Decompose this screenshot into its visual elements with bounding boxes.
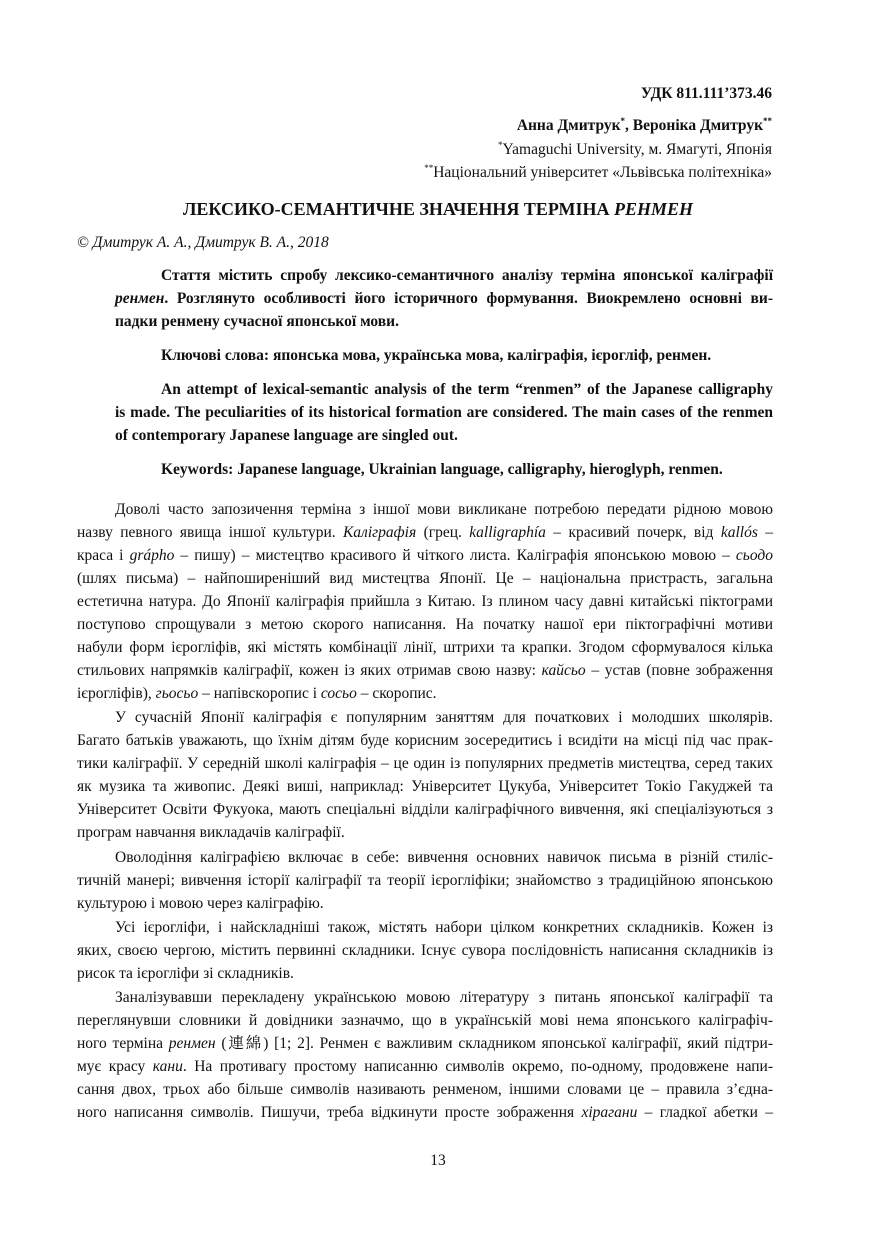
author-2: Вероніка Дмитрук xyxy=(632,117,763,134)
body-p1-line-4: (шлях письма) – найпоширеніший вид мистецтва Японії. Це – національна пристрасть, загальна xyxy=(77,570,773,587)
p5l6-a: ного написання символів. Пишучи, треба відкинути просте зображення xyxy=(77,1104,582,1121)
p1l8-c: – устав (повне зображення xyxy=(585,662,773,679)
body-p1-line-7: набули форм ієрогліфів, які містять комбінації лінії, штрихи та крапки. Згодом сформувалося кілька xyxy=(77,639,773,656)
body-p1-line-6: поступово спрощували з метою скорого написання. На початку нашої ери піктографічні мотиви xyxy=(77,616,773,633)
p1l2-greek-term: kalligraphía xyxy=(469,524,546,541)
author-separator: , xyxy=(625,117,633,134)
p1l3-term-shodo: сьодо xyxy=(735,547,773,564)
keywords-uk: Ключові слова: японська мова, українська мова, каліграфія, ієрогліф, ренмен. xyxy=(161,347,712,364)
p1l9-e: – скоропис. xyxy=(356,685,437,702)
p5l6-c: – гладкої абетки – xyxy=(637,1104,773,1121)
abstract-en-line-2: is made. The peculiarities of its historical formation are considered. The main cases of the renmen xyxy=(115,404,773,421)
body-p2-line-6: програм навчання викладачів каліграфії. xyxy=(77,824,345,841)
p1l2-c: (грец. xyxy=(416,524,470,541)
p5l4-term-kana: кани xyxy=(152,1058,183,1075)
p5l3-term-renmen: ренмен xyxy=(168,1035,216,1052)
abstract-uk-term: ренмен xyxy=(115,290,165,307)
p5l3-a: ного терміна xyxy=(77,1035,169,1052)
body-p5-line-3 xyxy=(77,1034,773,1054)
p1l2-term-calligraphy: Каліграфія xyxy=(343,524,417,541)
body-p3-line-3: культурою і мовою через каліграфію. xyxy=(77,895,324,912)
body-p5-line-4 xyxy=(77,1057,773,1077)
author-2-mark: ** xyxy=(763,116,772,126)
abstract-uk-line-3: падки ренмену сучасної японської мови. xyxy=(115,313,399,330)
p1l2-g: – xyxy=(757,524,773,541)
affiliation-2 xyxy=(424,163,772,183)
body-p1-line-5: естетична натура. До Японії каліграфія прийшла з Китаю. Із плином часу давні китайські піктограми xyxy=(77,593,773,610)
body-p3-line-2: тичній манері; вивчення історії каліграфії та теорії ієрогліфіки; знайомство з традиційною японською xyxy=(77,872,773,889)
p1l9-a: ієрогліфів), xyxy=(77,685,156,702)
keywords-en: Keywords: Japanese language, Ukrainian language, calligraphy, hieroglyph, renmen. xyxy=(161,461,723,478)
abstract-uk-line-2 xyxy=(115,289,773,309)
body-p3-line-1: Оволодіння каліграфією включає в себе: вивчення основних навичок письма в різній стиліс- xyxy=(115,849,773,866)
affiliation-1 xyxy=(498,140,772,160)
p1l8-term-kaisho: кайсьо xyxy=(541,662,586,679)
body-p2-line-1: У сучасній Японії каліграфія є популярним заняттям для початкових і молодших школярів. xyxy=(115,709,773,726)
body-p4-line-3: рисок та ієрогліфи зі складників. xyxy=(77,965,294,982)
abstract-uk-line-1: Стаття містить спробу лексико-семантичного аналізу терміна японської каліграфії xyxy=(161,267,773,284)
p1l8-a: стильових напрямків каліграфії, кожен із яких отримав свою назву: xyxy=(77,662,542,679)
abstract-en-line-3: of contemporary Japanese language are singled out. xyxy=(115,427,458,444)
body-p2-line-5: Університет Освіти Фукуока, мають спеціальні відділи каліграфічного вивчення, які спеціалізуються з xyxy=(77,801,773,818)
body-p5-line-2: переглянувши словники й довідники зазначмо, що в українській мові нема японського каліграфіч- xyxy=(77,1012,773,1029)
body-p5-line-1: Заналізувавши перекладену українською мовою літературу з питань японської каліграфії та xyxy=(115,989,773,1006)
body-p1-line-9 xyxy=(77,684,437,704)
paper-title-term: РЕНМЕН xyxy=(613,199,693,219)
p1l9-c: – напівскоропис і xyxy=(198,685,321,702)
authors-line xyxy=(517,116,772,136)
page-number: 13 xyxy=(430,1152,446,1169)
body-p1-line-3 xyxy=(77,546,773,566)
affiliation-2-mark: ** xyxy=(424,163,434,173)
body-p4-line-2: яких, своєю чергою, містить первинні складники. Існує сувора послідовність написання складників із xyxy=(77,942,773,959)
copyright: © Дмитрук А. А., Дмитрук В. А., 2018 xyxy=(77,234,329,251)
p1l9-term-sosho: сосьо xyxy=(320,685,357,702)
affiliation-1-mark: * xyxy=(498,140,503,150)
p1l2-greek-kallos: kallós xyxy=(720,524,758,541)
p1l2-a: назву певного явища іншої культури. xyxy=(77,524,344,541)
p1l9-term-gyosho: гьосьо xyxy=(155,685,199,702)
paper-title xyxy=(0,197,876,221)
body-p1-line-2 xyxy=(77,523,773,543)
abstract-en-line-1: An attempt of lexical-semantic analysis of the term “renmen” of the Japanese calligraphy xyxy=(161,381,773,398)
p1l2-e: – красивий почерк, від xyxy=(545,524,721,541)
body-p4-line-1: Усі ієрогліфи, і найскладніші також, містять набори цілком конкретних складників. Кожен із xyxy=(115,919,773,936)
body-p5-line-6 xyxy=(77,1103,773,1123)
body-p1-line-8 xyxy=(77,661,773,681)
p1l3-c: – пишу) – мистецтво красивого й чіткого листа. Каліграфія японською мовою – xyxy=(174,547,736,564)
p5l6-term-hiragana: хірагани xyxy=(581,1104,638,1121)
body-p2-line-4: як музика та живопис. Деякі виші, наприклад: Університет Цукуба, Університет Токіо Гакуджей та xyxy=(77,778,773,795)
affiliation-2-text: Національний університет «Львівська політехніка» xyxy=(433,164,772,181)
p5l4-a: мує красу xyxy=(77,1058,153,1075)
body-p2-line-2: Багато батьків уважають, що їхнім дітям буде корисним зосередитись і всидіти на місці під час прак- xyxy=(77,732,773,749)
author-1-mark: * xyxy=(620,116,626,126)
p5l3-c: (連綿) [1; 2]. Ренмен є важливим складником японської каліграфії, який підтри- xyxy=(215,1035,773,1052)
paper-title-main: ЛЕКСИКО-СЕМАНТИЧНЕ ЗНАЧЕННЯ ТЕРМІНА xyxy=(183,199,614,219)
body-p2-line-3: тики каліграфії. У середній школі каліграфія – це один із популярних предметів мистецтва, серед таких xyxy=(77,755,773,772)
body-p1-line-1: Доволі часто запозичення терміна з іншої мови викликане потребою передати рідною мовою xyxy=(115,501,773,518)
p5l4-c: . На противагу простому написанню символів окремо, по-одному, продовжене напи- xyxy=(182,1058,773,1075)
abstract-uk-line-2-rest: . Розглянуто особливості його історичного формування. Виокремлено основні ви- xyxy=(164,290,773,307)
p1l3-a: краса і xyxy=(77,547,130,564)
p1l3-greek-grapho: grápho xyxy=(129,547,175,564)
udk-code: УДК 811.111’373.46 xyxy=(640,85,772,102)
author-1: Анна Дмитрук xyxy=(516,117,621,134)
body-p5-line-5: сання двох, трьох або більше символів називають ренменом, іншими словами це – правила з’єдна- xyxy=(77,1081,773,1098)
affiliation-1-text: Yamaguchi University, м. Ямагуті, Японія xyxy=(502,141,772,158)
